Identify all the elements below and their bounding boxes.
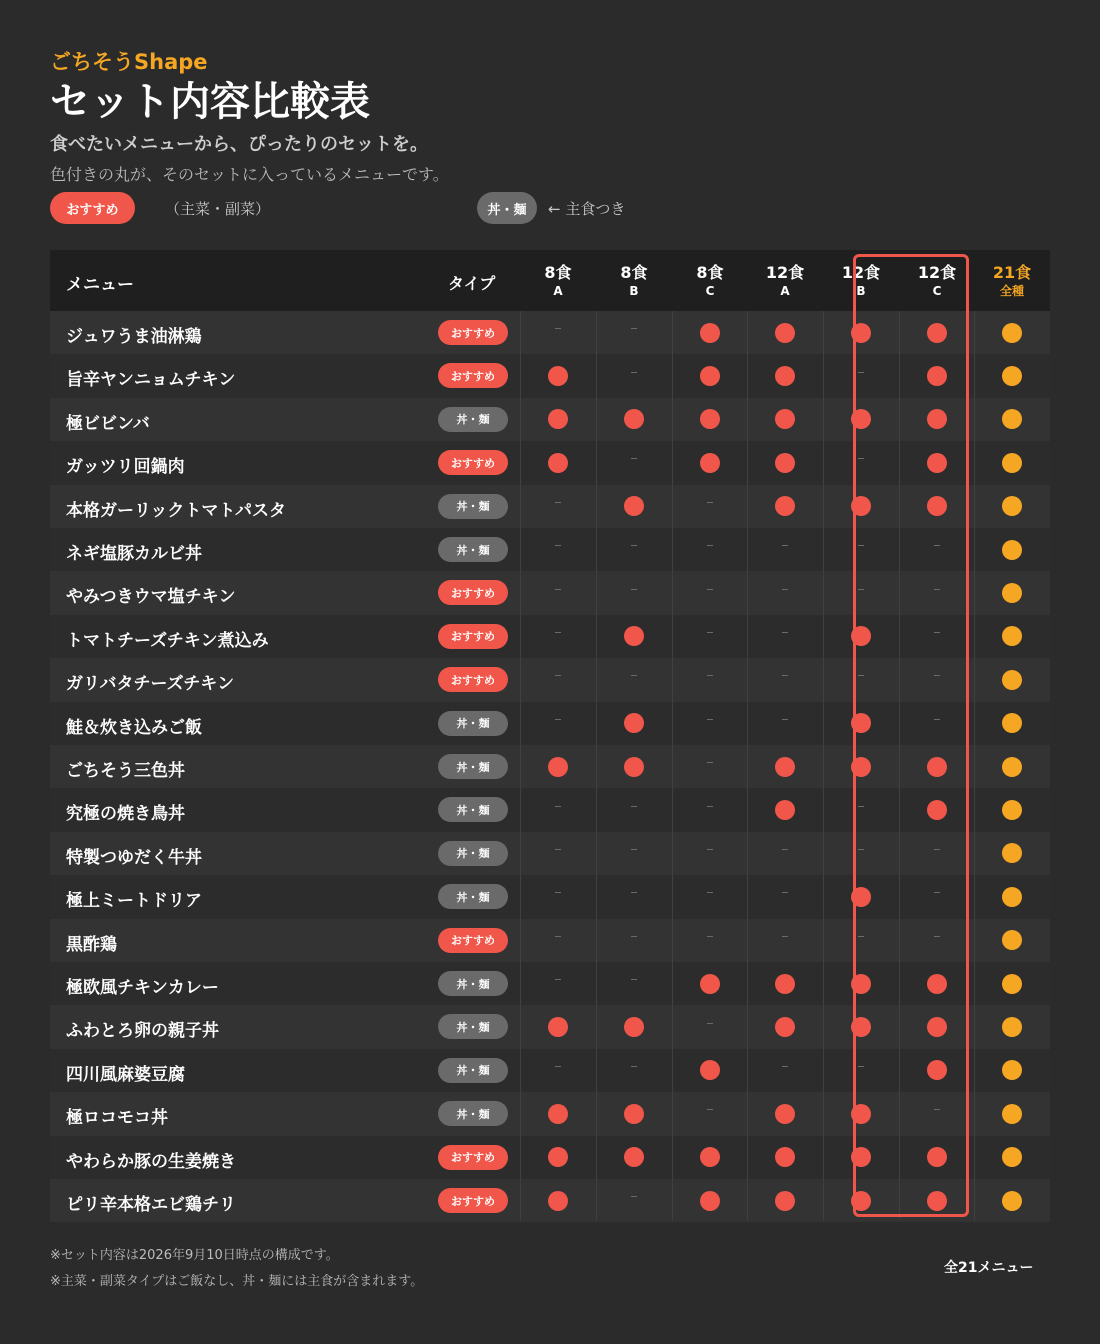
menu-name: 鮭＆炊き込みご飯 [66,717,202,738]
not-included-dash-icon [707,1109,713,1110]
menu-name: ガッツリ回鍋肉 [66,457,185,478]
set-cell [974,1136,1050,1179]
included-dot-icon [775,1191,795,1211]
included-dot-icon [700,1147,720,1167]
included-dot-icon [548,409,568,429]
set-cell [520,788,596,831]
legend-don-badge: 丼・麺 [477,192,537,224]
not-included-dash-icon [555,892,561,893]
set-cell [672,615,748,658]
menu-name: 究極の焼き鳥丼 [66,804,185,825]
legend-recommended-note: （主菜・副菜） [165,200,271,218]
column-header-count: 8食 [544,262,572,282]
set-cell [596,702,672,745]
recommended-badge: おすすめ [438,624,508,649]
not-included-dash-icon [707,936,713,937]
set-cell [596,745,672,788]
not-included-dash-icon [555,806,561,807]
set-cell [747,788,823,831]
included-dot-icon [775,453,795,473]
set-cell [747,615,823,658]
not-included-dash-icon [555,1066,561,1067]
column-header-variant: A [553,283,563,298]
column-header-variant: A [780,283,790,298]
set-cell [596,571,672,614]
set-cell [974,788,1050,831]
set-cell [520,1049,596,1092]
column-divider [672,311,673,1220]
don-badge: 丼・麺 [438,1101,508,1126]
not-included-dash-icon [631,892,637,893]
menu-name: 特製つゆだく牛丼 [66,847,202,868]
page-title: セット内容比較表 [50,79,370,125]
set-cell [974,571,1050,614]
set-cell [596,919,672,962]
column-divider [823,311,824,1220]
set-cell [974,962,1050,1005]
included-dot-icon [1002,713,1022,733]
not-included-dash-icon [707,589,713,590]
set-cell [974,485,1050,528]
set-cell [672,832,748,875]
set-cell [974,311,1050,354]
included-dot-icon [1002,453,1022,473]
included-dot-icon [775,974,795,994]
column-header-count: 8食 [620,262,648,282]
set-cell [672,485,748,528]
set-cell [672,528,748,571]
set-cell [596,788,672,831]
included-dot-icon [1002,1191,1022,1211]
set-cell [520,658,596,701]
included-dot-icon [1002,843,1022,863]
set-cell [974,398,1050,441]
not-included-dash-icon [631,328,637,329]
set-cell [672,1136,748,1179]
menu-column-header: メニュー [66,275,134,295]
included-dot-icon [1002,1147,1022,1167]
column-header-3 [747,250,823,311]
included-dot-icon [775,366,795,386]
included-dot-icon [624,1147,644,1167]
not-included-dash-icon [631,545,637,546]
set-cell [974,354,1050,397]
included-dot-icon [1002,366,1022,386]
set-cell [596,528,672,571]
set-cell [672,1005,748,1048]
set-cell [747,485,823,528]
set-cell [596,311,672,354]
not-included-dash-icon [555,328,561,329]
set-cell [672,745,748,788]
set-cell [974,875,1050,918]
included-dot-icon [1002,1017,1022,1037]
included-dot-icon [775,409,795,429]
set-cell [596,354,672,397]
not-included-dash-icon [631,849,637,850]
set-cell [747,1049,823,1092]
set-cell [596,1092,672,1135]
don-badge: 丼・麺 [438,537,508,562]
not-included-dash-icon [555,502,561,503]
column-divider [747,311,748,1220]
included-dot-icon [1002,1060,1022,1080]
included-dot-icon [700,409,720,429]
not-included-dash-icon [707,719,713,720]
not-included-dash-icon [555,632,561,633]
included-dot-icon [624,713,644,733]
highlight-column-frame [853,254,969,1217]
included-dot-icon [1002,930,1022,950]
set-cell [520,1179,596,1222]
menu-name: ピリ辛本格エビ鶏チリ [66,1195,236,1215]
set-cell [596,875,672,918]
recommended-badge: おすすめ [438,320,508,345]
set-cell [672,571,748,614]
included-dot-icon [775,1104,795,1124]
set-cell [520,528,596,571]
menu-name: 本格ガーリックトマトパスタ [66,500,286,521]
set-cell [520,354,596,397]
column-header-2 [672,250,748,311]
recommended-badge: おすすめ [438,450,508,475]
set-cell [672,875,748,918]
don-badge: 丼・麺 [438,711,508,736]
included-dot-icon [775,323,795,343]
column-divider [520,311,521,1220]
not-included-dash-icon [707,502,713,503]
included-dot-icon [700,453,720,473]
included-dot-icon [700,1060,720,1080]
menu-name: ガリバタチーズチキン [66,674,235,695]
menu-name: ごちそう三色丼 [66,761,185,781]
set-cell [520,875,596,918]
included-dot-icon [700,366,720,386]
not-included-dash-icon [707,1023,713,1024]
page-subtitle: 食べたいメニューから、ぴったりのセットを。 [50,134,428,155]
column-header-0 [520,250,596,311]
set-cell [974,528,1050,571]
column-divider [596,311,597,1220]
set-cell [520,1005,596,1048]
not-included-dash-icon [631,979,637,980]
set-cell [520,441,596,484]
not-included-dash-icon [707,632,713,633]
not-included-dash-icon [782,675,788,676]
included-dot-icon [548,1147,568,1167]
not-included-dash-icon [782,1066,788,1067]
set-cell [974,832,1050,875]
menu-name: 極ビビンバ [66,413,150,434]
not-included-dash-icon [631,1196,637,1197]
menu-name: 四川風麻婆豆腐 [66,1064,185,1085]
menu-name: ジュワうま油淋鶏 [66,327,202,347]
set-cell [520,702,596,745]
menu-name: 極上ミートドリア [66,891,202,912]
set-cell [747,1136,823,1179]
set-cell [672,311,748,354]
set-cell [747,702,823,745]
not-included-dash-icon [707,762,713,763]
set-cell [747,962,823,1005]
not-included-dash-icon [555,675,561,676]
included-dot-icon [700,1191,720,1211]
included-dot-icon [548,757,568,777]
included-dot-icon [624,1104,644,1124]
footnote-date: ※セット内容は2026年9月10日時点の構成です。 [50,1248,339,1263]
set-cell [672,441,748,484]
set-cell [672,1092,748,1135]
set-cell [747,311,823,354]
set-cell [672,354,748,397]
set-cell [747,354,823,397]
set-cell [520,398,596,441]
column-header-variant: C [932,283,942,298]
set-cell [596,832,672,875]
menu-name: 黒酢鶏 [66,934,117,955]
set-cell [520,745,596,788]
footnote-type: ※主菜・副菜タイプはご飯なし、丼・麺には主食が含まれます。 [50,1274,424,1289]
not-included-dash-icon [555,589,561,590]
menu-name: トマトチーズチキン煮込み [66,630,269,651]
column-header-count: 21食 [992,262,1032,282]
set-cell [672,398,748,441]
set-cell [520,919,596,962]
not-included-dash-icon [555,849,561,850]
set-cell [672,962,748,1005]
not-included-dash-icon [631,936,637,937]
menu-name: 極欧風チキンカレー [66,978,219,998]
not-included-dash-icon [707,806,713,807]
included-dot-icon [1002,626,1022,646]
set-cell [747,832,823,875]
included-dot-icon [624,626,644,646]
column-header-variant: 全種 [999,283,1024,298]
set-cell [974,615,1050,658]
set-cell [747,441,823,484]
not-included-dash-icon [707,849,713,850]
not-included-dash-icon [782,632,788,633]
menu-name: やわらか豚の生姜焼き [66,1151,236,1172]
set-cell [520,571,596,614]
column-header-count: 12食 [765,262,805,282]
set-cell [974,702,1050,745]
menu-name: ネギ塩豚カルビ丼 [66,544,202,564]
set-cell [974,441,1050,484]
don-badge: 丼・麺 [438,971,508,996]
included-dot-icon [700,974,720,994]
not-included-dash-icon [631,806,637,807]
column-header-variant: B [856,283,866,298]
set-cell [747,571,823,614]
don-badge: 丼・麺 [438,494,508,519]
included-dot-icon [548,366,568,386]
included-dot-icon [1002,1104,1022,1124]
included-dot-icon [775,757,795,777]
not-included-dash-icon [555,545,561,546]
set-cell [747,919,823,962]
set-cell [974,745,1050,788]
included-dot-icon [775,1017,795,1037]
included-dot-icon [1002,974,1022,994]
set-cell [596,1005,672,1048]
set-cell [747,398,823,441]
included-dot-icon [775,496,795,516]
set-cell [974,1179,1050,1222]
total-menu-count: 全21メニュー [944,1260,1034,1276]
legend-recommended-badge: おすすめ [50,192,135,224]
not-included-dash-icon [707,545,713,546]
included-dot-icon [1002,800,1022,820]
included-dot-icon [624,1017,644,1037]
don-badge: 丼・麺 [438,841,508,866]
not-included-dash-icon [631,589,637,590]
included-dot-icon [1002,583,1022,603]
included-dot-icon [1002,887,1022,907]
menu-name: やみつきウマ塩チキン [66,587,236,608]
don-badge: 丼・麺 [438,884,508,909]
not-included-dash-icon [782,545,788,546]
not-included-dash-icon [782,589,788,590]
set-cell [596,962,672,1005]
brand-name: ごちそうShape [50,50,208,74]
included-dot-icon [624,409,644,429]
set-cell [596,1179,672,1222]
set-cell [974,919,1050,962]
set-cell [672,919,748,962]
not-included-dash-icon [555,936,561,937]
set-cell [747,658,823,701]
set-cell [596,1049,672,1092]
set-cell [747,1092,823,1135]
set-cell [747,875,823,918]
included-dot-icon [548,1104,568,1124]
not-included-dash-icon [631,675,637,676]
included-dot-icon [1002,757,1022,777]
set-cell [596,485,672,528]
set-cell [520,615,596,658]
not-included-dash-icon [782,892,788,893]
don-badge: 丼・麺 [438,1014,508,1039]
not-included-dash-icon [782,849,788,850]
set-cell [520,485,596,528]
set-cell [596,441,672,484]
column-header-1 [596,250,672,311]
set-cell [596,1136,672,1179]
not-included-dash-icon [631,1066,637,1067]
page-description: 色付きの丸が、そのセットに入っているメニューです。 [50,165,449,184]
set-cell [974,658,1050,701]
included-dot-icon [548,453,568,473]
set-cell [747,1179,823,1222]
don-badge: 丼・麺 [438,407,508,432]
column-divider [974,311,975,1220]
legend [50,192,690,224]
recommended-badge: おすすめ [438,928,508,953]
don-badge: 丼・麺 [438,754,508,779]
not-included-dash-icon [555,719,561,720]
set-cell [747,745,823,788]
set-cell [520,311,596,354]
set-cell [520,832,596,875]
recommended-badge: おすすめ [438,1188,508,1213]
not-included-dash-icon [707,675,713,676]
not-included-dash-icon [631,372,637,373]
set-cell [596,398,672,441]
column-header-count: 12食 [917,262,957,282]
included-dot-icon [624,757,644,777]
included-dot-icon [624,496,644,516]
set-cell [672,788,748,831]
set-cell [672,702,748,745]
included-dot-icon [1002,323,1022,343]
don-badge: 丼・麺 [438,797,508,822]
set-cell [596,658,672,701]
not-included-dash-icon [631,458,637,459]
column-header-variant: C [705,283,715,298]
don-badge: 丼・麺 [438,1058,508,1083]
included-dot-icon [700,323,720,343]
set-cell [596,615,672,658]
menu-name: 極ロコモコ丼 [66,1108,168,1129]
included-dot-icon [548,1017,568,1037]
included-dot-icon [775,1147,795,1167]
menu-name: ふわとろ卵の親子丼 [66,1021,219,1042]
not-included-dash-icon [782,936,788,937]
not-included-dash-icon [707,892,713,893]
set-cell [520,1136,596,1179]
included-dot-icon [1002,409,1022,429]
recommended-badge: おすすめ [438,580,508,605]
column-header-count: 8食 [696,262,724,282]
included-dot-icon [1002,540,1022,560]
set-cell [672,658,748,701]
set-cell [672,1049,748,1092]
recommended-badge: おすすめ [438,667,508,692]
legend-don-note: ← 主食つき [548,200,626,218]
set-cell [974,1092,1050,1135]
included-dot-icon [548,1191,568,1211]
set-cell [672,1179,748,1222]
included-dot-icon [1002,670,1022,690]
type-column-header: タイプ [448,274,496,293]
set-cell [747,528,823,571]
set-cell [520,1092,596,1135]
recommended-badge: おすすめ [438,1145,508,1170]
recommended-badge: おすすめ [438,363,508,388]
set-cell [520,962,596,1005]
column-header-variant: B [629,283,639,298]
set-cell [974,1005,1050,1048]
column-header-count: 12食 [841,262,881,282]
menu-name: 旨辛ヤンニョムチキン [66,370,236,391]
included-dot-icon [1002,496,1022,516]
set-cell [974,1049,1050,1092]
not-included-dash-icon [555,979,561,980]
not-included-dash-icon [782,719,788,720]
column-header-6 [974,250,1050,311]
included-dot-icon [775,800,795,820]
set-cell [747,1005,823,1048]
